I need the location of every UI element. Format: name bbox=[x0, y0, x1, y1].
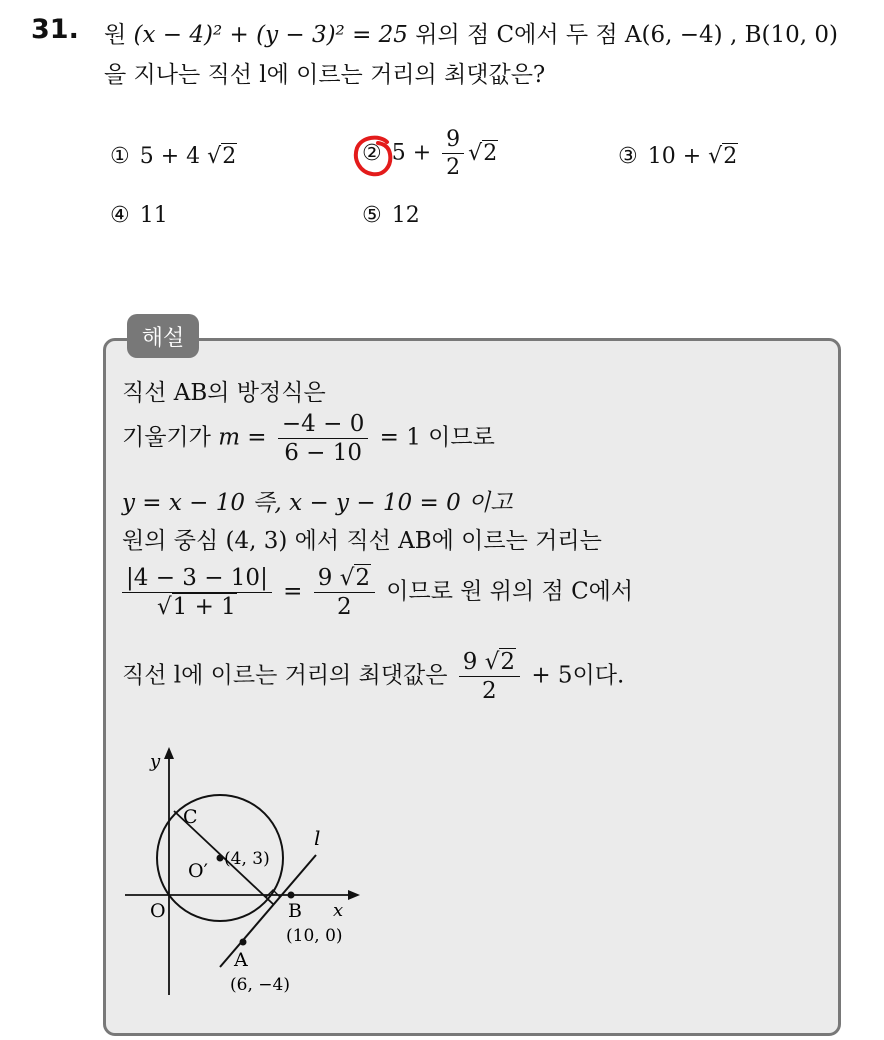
solution-tag: 해설 bbox=[127, 314, 199, 358]
final-fraction: $\frac{9 √2}{2}$ bbox=[459, 650, 520, 703]
choice-3[interactable] bbox=[618, 144, 738, 169]
choice-mark: ④ bbox=[110, 203, 130, 228]
slope-variable: m = bbox=[218, 424, 267, 451]
distance-equals: = bbox=[283, 578, 303, 605]
point-a bbox=[240, 939, 247, 946]
point-b bbox=[288, 892, 295, 899]
distance-result-fraction: $\frac{9 √2}{2}$ bbox=[314, 566, 375, 619]
solution-final-line bbox=[122, 650, 624, 703]
choice-mark: ③ bbox=[618, 144, 638, 169]
slope-prefix: 기울기가 bbox=[122, 424, 211, 451]
slope-fraction: $\frac{-4 - 0}{6 - 10}$ bbox=[278, 412, 368, 465]
solution-line-3: y = x − 10 즉, x − y − 10 = 0 이고 bbox=[122, 490, 513, 516]
question-suffix: 위의 점 C에서 두 점 A(6, −4) , B(10, 0) bbox=[415, 22, 838, 48]
choice-text: 12 bbox=[391, 203, 420, 228]
x-axis-arrow-icon bbox=[348, 890, 360, 900]
center-label: O′ bbox=[188, 860, 208, 882]
distance-suffix: 이므로 원 위의 점 C에서 bbox=[386, 578, 634, 605]
y-axis-label: y bbox=[150, 751, 161, 772]
solution-slope-line bbox=[122, 412, 495, 465]
center-coord: (4, 3) bbox=[224, 849, 270, 869]
question-equation: (x − 4)² + (y − 3)² = 25 bbox=[133, 22, 408, 48]
sqrt-symbol: √2 bbox=[708, 144, 738, 169]
sqrt-symbol: √2 bbox=[468, 140, 498, 166]
x-axis-label: x bbox=[333, 900, 344, 921]
point-c-label: C bbox=[183, 806, 198, 828]
choice-mark: ⑤ bbox=[362, 203, 382, 228]
choice-mark: ① bbox=[110, 144, 130, 169]
choice-4[interactable] bbox=[110, 203, 168, 228]
question-prefix: 원 bbox=[104, 22, 127, 48]
point-a-label: A bbox=[234, 949, 248, 971]
choice-5[interactable] bbox=[362, 203, 420, 228]
y-axis-arrow-icon bbox=[164, 747, 174, 759]
solution-line-4: 원의 중심 (4, 3) 에서 직선 AB에 이르는 거리는 bbox=[122, 528, 602, 554]
choice-fraction: $\frac{9}{2}$ bbox=[442, 128, 464, 179]
question-line-2: 을 지나는 직선 l에 이르는 거리의 최댓값은? bbox=[104, 62, 546, 88]
point-a-coord: (6, −4) bbox=[230, 975, 290, 995]
line-l-label: l bbox=[314, 826, 321, 850]
question-line-1 bbox=[104, 16, 838, 49]
point-b-coord: (10, 0) bbox=[286, 926, 343, 946]
solution-distance-line bbox=[118, 566, 633, 619]
choice-text: 5 + 4 bbox=[139, 144, 201, 169]
choice-text: 10 + bbox=[647, 144, 702, 169]
final-suffix: + 5이다. bbox=[531, 662, 625, 689]
selected-answer-circle-icon bbox=[350, 132, 400, 182]
final-prefix: 직선 l에 이르는 거리의 최댓값은 bbox=[122, 662, 448, 689]
choice-1[interactable] bbox=[110, 144, 237, 169]
sqrt-symbol: √2 bbox=[207, 144, 237, 169]
coordinate-figure bbox=[120, 745, 370, 1000]
choice-text: 5 + bbox=[391, 140, 432, 166]
choice-mark: ② bbox=[362, 140, 382, 166]
solution-line-1: 직선 AB의 방정식은 bbox=[122, 380, 326, 406]
point-b-label: B bbox=[288, 900, 302, 922]
question-number: 31. bbox=[31, 14, 79, 45]
choice-text: 11 bbox=[139, 203, 168, 228]
origin-label: O bbox=[150, 900, 166, 922]
distance-fraction: $\frac{|4 - 3 - 10|}{√1 + 1}$ bbox=[122, 566, 272, 619]
center-point bbox=[217, 855, 224, 862]
slope-suffix: = 1 이므로 bbox=[379, 424, 495, 451]
